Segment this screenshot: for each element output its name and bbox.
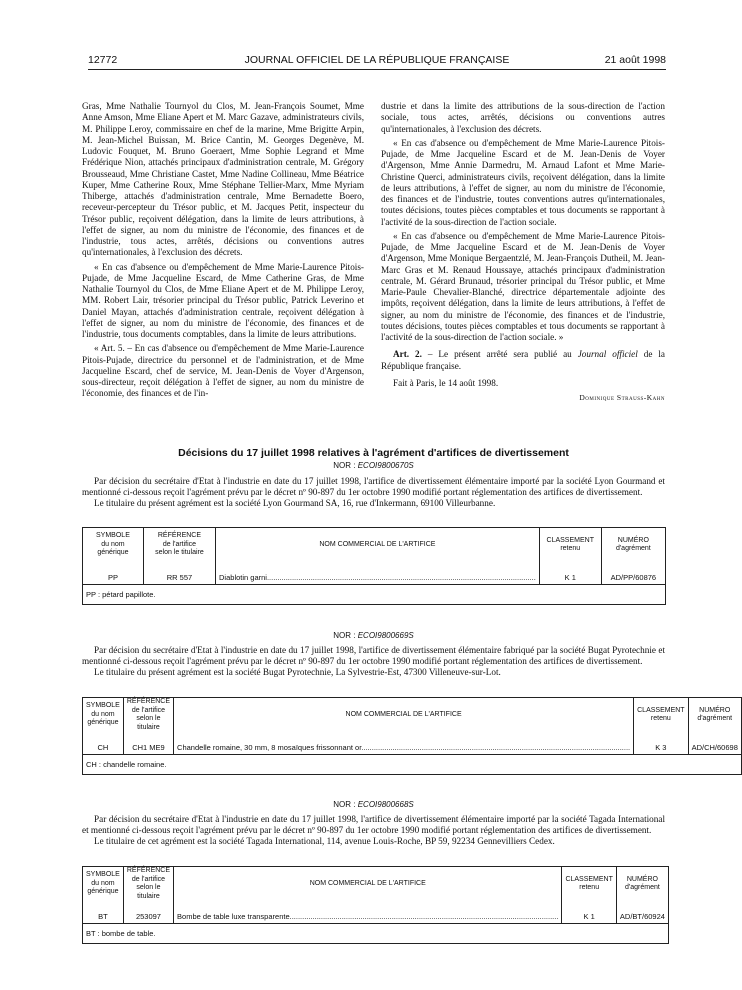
approval-table bbox=[82, 527, 666, 605]
left-paragraph: « En cas d'absence ou d'empêchement de Mme Marie-Laurence Pitois-Pujade, de Mme Jacqueline Escard, de Mme Catherine Gras, de Mme Nathalie Tournyol du Clos, de Mme Eliane Apert et de M. Philippe Leroy, MM. Robert Lair, trésorier principal du Trésor public, Patrick Leverino et Daniel Mayan, attachés d'administration centrale, reçoivent délégation à l'effet de signer, au nom du ministre de l'économie, des finances et de l'industrie, tous documents comptables, dans la limite de leurs attributions. bbox=[82, 261, 364, 339]
table-row bbox=[83, 571, 666, 585]
decision-text: Par décision du secrétaire d'Etat à l'industrie en date du 17 juillet 1998, l'artifice de divertissement élémentaire importé par la société Lyon Gourmand et mentionné ci-dessous reçoit l'agrément prévu par le décret nº 90-897 du 1er octobre 1990 modifié portant réglementation des artifices de divertissement. Le titulaire du présent agrément est la société Lyon Gourmand SA, 16, rue d'Inkermann, 69100 Villeurbanne. bbox=[82, 476, 665, 508]
nor-reference: NOR : ECOI9800669S bbox=[333, 631, 414, 640]
right-paragraph: dustrie et dans la limite des attributions de la sous-direction de l'action sociale, tous actes, arrêtés, décisions ou conventions autres qu'internationales, à l'exclusion des décrets. bbox=[381, 101, 665, 134]
holder-line: Le titulaire de cet agrément est la société Tagada International, 114, avenue Louis-Roche, BP 59, 92234 Gennevilliers Cedex. bbox=[94, 836, 555, 846]
col-header-number: NUMÉRO d'agrément bbox=[616, 867, 668, 902]
cell-reference: CH1 ME9 bbox=[123, 741, 173, 755]
table-note: BT : bombe de table. bbox=[83, 924, 669, 944]
left-paragraph: « Art. 5. – En cas d'absence ou d'empêchement de Mme Marie-Laurence Pitois-Pujade, directrice du personnel et de l'administration, et de Mme Jacqueline Escard, chef de service, M. Jean-Denis de Voyer d'Argenson, sous-directeur, reçoit délégation à l'effet de signer, au nom du ministre de l'économie, des finances et de l'in- bbox=[82, 343, 364, 399]
table-note: CH : chandelle romaine. bbox=[83, 755, 742, 775]
nor-reference: NOR : ECOI9800668S bbox=[333, 800, 414, 809]
holder-line: Le titulaire du présent agrément est la société Lyon Gourmand SA, 16, rue d'Inkermann, 69100 Villeurbanne. bbox=[94, 498, 496, 508]
right-paragraph: « En cas d'absence ou d'empêchement de Mme Marie-Laurence Pitois-Pujade, de Mme Jacqueline Escard et de M. Jean-Denis de Voyer d'Argenson, Mme Annie Darmedru, M. Arnaud Lafont et Mme Marie-Christine Querci, administrateurs civils, reçoivent délégation, dans la limite de leurs attributions, à l'effet de signer, au nom du ministre de l'économie, des finances et de l'industrie, toutes conventions autres qu'internationales, toutes décisions, toutes pièces comptables et tous documents se rapportant à l'activité de la sous-direction de l'action sociale. bbox=[381, 137, 665, 227]
cell-reference: 253097 bbox=[123, 910, 173, 924]
col-header-reference: RÉFÉRENCE de l'artifice selon le titulaire bbox=[123, 867, 173, 902]
cell-name: Bombe de table luxe transparente................................................................................................................................. bbox=[174, 910, 562, 924]
signature: Dominique Strauss-Kahn bbox=[579, 393, 665, 402]
right-paragraph: « En cas d'absence ou d'empêchement de Mme Marie-Laurence Pitois-Pujade, de Mme Jacqueline Escard et de M. Jean-Denis de Voyer d'Argenson, Mme Monique Bergaentzlé, M. Jean-François Dutheil, M. Jean-Marc Gras et M. Renaud Houssaye, attachés principaux d'administration centrale, M. Gérard Brunaud, trésorier principal du Trésor public, et Mme Marie-Paule Chevalier-Blanché, directrice départementale adjointe des impôts, reçoivent délégation, dans la limite de leurs attributions, à l'effet de signer, au nom du ministre de l'économie, des finances et de l'industrie, toutes décisions, toutes pièces comptables et tous documents se rapportant à l'activité de la sous-direction de l'action sociale. » bbox=[381, 230, 665, 342]
col-header-number: NUMÉRO d'agrément bbox=[601, 528, 665, 563]
col-header-symbol: SYMBOLE du nom générique bbox=[83, 698, 124, 733]
page-header bbox=[88, 54, 666, 70]
done-at: Fait à Paris, le 14 août 1998. bbox=[393, 377, 499, 388]
cell-name: Diablotin garni................................................................................................................................. bbox=[216, 571, 540, 585]
cell-symbol: BT bbox=[83, 910, 124, 924]
cell-reference: RR 557 bbox=[143, 571, 215, 585]
journal-officiel-ref: Journal officiel bbox=[577, 349, 638, 360]
header-rule bbox=[88, 69, 666, 70]
col-header-class: CLASSEMENT retenu bbox=[562, 867, 616, 902]
cell-number: AD/CH/60698 bbox=[688, 741, 741, 755]
table-note: PP : pétard papillote. bbox=[83, 585, 666, 605]
col-header-symbol: SYMBOLE du nom générique bbox=[83, 867, 124, 902]
table-row bbox=[83, 741, 742, 755]
article-2-label: Art. 2. bbox=[393, 349, 422, 360]
col-header-name: NOM COMMERCIAL DE L'ARTIFICE bbox=[174, 867, 562, 902]
col-header-class: CLASSEMENT retenu bbox=[539, 528, 601, 563]
cell-class: K 3 bbox=[634, 741, 688, 755]
cell-symbol: PP bbox=[83, 571, 144, 585]
left-paragraph: Gras, Mme Nathalie Tournyol du Clos, M. Jean-François Soumet, Mme Anne Amson, Mme Eliane Apert et M. Marc Gazave, administrateurs civils, M. Philippe Leroy, commissaire en chef de la marine, Mme Brigitte Arpin, M. Jean-Michel Buissan, M. Brice Cantin, M. Georges Degenève, M. Ludovic Fouquet, M. Bruno Goeraert, Mme Sophie Legrand et Mme Frédérique Nion, attachés principaux d'administration centrale, M. Grégory Brousseaud, Mme Christiane Castet, Mme Nadine Collineau, Mme Béatrice Kuper, Mme Catherine Roux, Mme Stéphane Tellier-Marx, Mme Myriam Thiberge, attachés d'administration centrale, Mme Bernadette Boero, receveur-percepteur du Trésor public, et M. Jacques Petit, inspecteur du Trésor public, reçoivent délégation, dans la limite de leurs attributions, à l'effet de signer, au nom du ministre de l'économie, des finances et de l'industrie, tous actes, arrêtés, décisions ou conventions autres qu'internationales, à l'exclusion des décrets. bbox=[82, 101, 364, 258]
col-header-class: CLASSEMENT retenu bbox=[634, 698, 688, 733]
col-header-number: NUMÉRO d'agrément bbox=[688, 698, 741, 733]
approval-table bbox=[82, 866, 669, 944]
cell-name: Chandelle romaine, 30 mm, 8 mosaïques frissonnant or................................................................................................................................. bbox=[174, 741, 634, 755]
table-row bbox=[83, 910, 669, 924]
col-header-symbol: SYMBOLE du nom générique bbox=[83, 528, 144, 563]
journal-title: JOURNAL OFFICIEL DE LA RÉPUBLIQUE FRANÇAISE bbox=[244, 54, 510, 66]
left-column bbox=[82, 101, 364, 403]
holder-line: Le titulaire du présent agrément est la société Bugat Pyrotechnie, La Sylvestrie-Est, 47300 Villeneuve-sur-Lot. bbox=[94, 667, 501, 677]
cell-number: AD/PP/60876 bbox=[601, 571, 665, 585]
col-header-name: NOM COMMERCIAL DE L'ARTIFICE bbox=[216, 528, 540, 563]
decisions-title: Décisions du 17 juillet 1998 relatives à l'agrément d'artifices de divertissement bbox=[178, 447, 569, 459]
cell-number: AD/BT/60924 bbox=[616, 910, 668, 924]
article-2: Art. 2. – Le présent arrêté sera publié au Journal officiel de la République française. bbox=[381, 349, 665, 371]
col-header-name: NOM COMMERCIAL DE L'ARTIFICE bbox=[174, 698, 634, 733]
page-number: 12772 bbox=[88, 54, 118, 66]
nor-reference: NOR : ECOI9800670S bbox=[333, 461, 414, 470]
col-header-reference: RÉFÉRENCE de l'artifice selon le titulaire bbox=[123, 698, 173, 733]
issue-date: 21 août 1998 bbox=[604, 54, 666, 66]
decision-text: Par décision du secrétaire d'Etat à l'industrie en date du 17 juillet 1998, l'artifice de divertissement élémentaire fabriqué par la société Bugat Pyrotechnie et mentionné ci-dessous reçoit l'agrément prévu par le décret nº 90-897 du 1er octobre 1990 modifié portant réglementation des artifices de divertissement. Le titulaire du présent agrément est la société Bugat Pyrotechnie, La Sylvestrie-Est, 47300 Villeneuve-sur-Lot. bbox=[82, 645, 665, 677]
decision-text: Par décision du secrétaire d'Etat à l'industrie en date du 17 juillet 1998, l'artifice de divertissement élémentaire importé par la société Tagada International et mentionné ci-dessous reçoit l'agrément prévu par le décret nº 90-897 du 1er octobre 1990 modifié portant réglementation des artifices de divertissement. Le titulaire de cet agrément est la société Tagada International, 114, avenue Louis-Roche, BP 59, 92234 Gennevilliers Cedex. bbox=[82, 814, 665, 846]
cell-symbol: CH bbox=[83, 741, 124, 755]
right-column bbox=[381, 101, 665, 406]
col-header-reference: RÉFÉRENCE de l'artifice selon le titulaire bbox=[143, 528, 215, 563]
cell-class: K 1 bbox=[562, 910, 616, 924]
cell-class: K 1 bbox=[539, 571, 601, 585]
approval-table bbox=[82, 697, 742, 775]
